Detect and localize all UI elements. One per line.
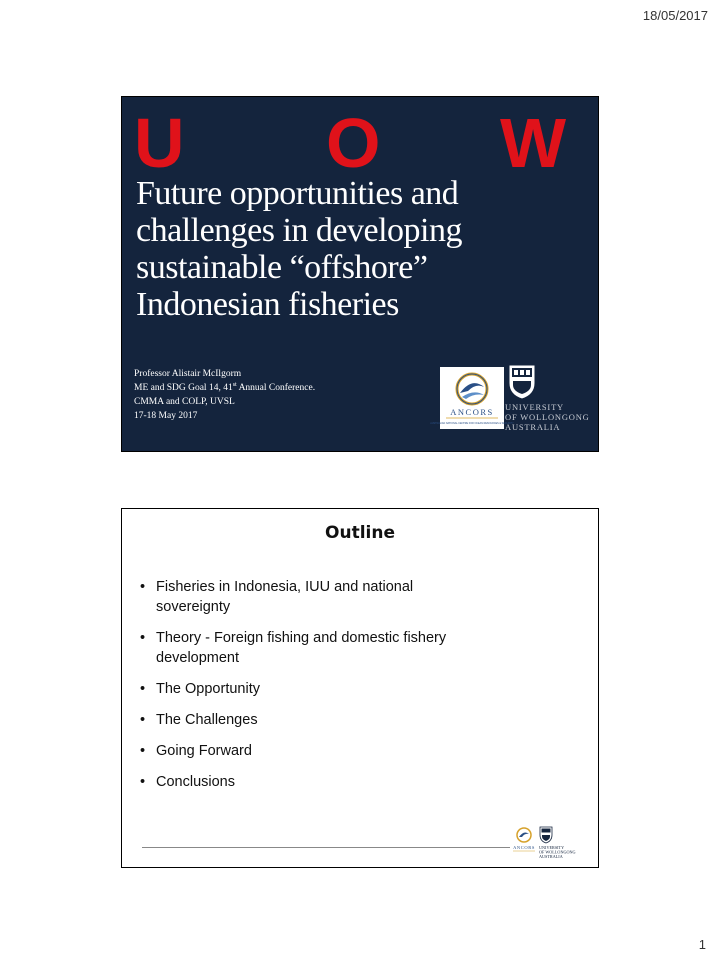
list-item <box>140 577 560 617</box>
bullet-icon: • <box>140 579 146 595</box>
list-item <box>140 628 560 668</box>
footer-logos <box>512 825 592 861</box>
list-item <box>140 679 560 699</box>
list-item <box>140 772 560 792</box>
uow-wordmark-line: UNIVERSITY <box>539 845 565 850</box>
page-number: 1 <box>698 937 706 952</box>
bullet-icon: • <box>140 681 146 697</box>
bullet-icon: • <box>140 743 146 759</box>
uow-logo-letter-u: U <box>134 104 185 182</box>
list-item-text: Theory - Foreign fishing and domestic fishery <box>156 630 447 646</box>
bullet-icon: • <box>140 712 146 728</box>
slide-title <box>136 175 556 323</box>
uow-crest-icon <box>505 363 595 431</box>
outline-slide <box>121 508 599 868</box>
outline-list <box>140 577 560 803</box>
bullet-icon: • <box>140 774 146 790</box>
list-item <box>140 710 560 730</box>
slide-title-line: challenges in developing <box>136 212 463 249</box>
conference-text-end: Annual Conference. <box>236 383 316 393</box>
list-item-text: Conclusions <box>156 774 235 790</box>
uow-logo-letter-w: W <box>500 104 567 182</box>
ancors-logo-subtitle: AUSTRALIAN NATIONAL CENTRE FOR OCEAN RESOURCES & SECURITY <box>430 422 514 425</box>
list-item-text: Fisheries in Indonesia, IUU and national <box>156 579 414 595</box>
uow-wordmark-line: OF WOLLONGONG <box>539 849 576 855</box>
conference-ordinal: st <box>232 381 237 388</box>
byline <box>134 367 434 423</box>
footer-divider <box>142 847 510 848</box>
uow-wordmark-line: AUSTRALIA <box>505 422 561 432</box>
title-slide <box>121 96 599 452</box>
list-item <box>140 741 560 761</box>
event-dates: 17-18 May 2017 <box>134 411 198 421</box>
list-item-text: The Opportunity <box>156 681 260 697</box>
conference <box>134 381 434 395</box>
uow-crest-icon <box>539 827 576 859</box>
bullet-icon: • <box>140 630 146 646</box>
list-item-text-cont: sovereignty <box>156 599 231 615</box>
list-item-text-cont: development <box>156 650 240 666</box>
ancors-logo-icon <box>513 828 535 851</box>
page-date: 18/05/2017 <box>642 8 708 23</box>
slide-title-line: sustainable “offshore” <box>136 249 428 286</box>
list-item-text: Going Forward <box>156 743 252 759</box>
uow-wordmark-line: UNIVERSITY <box>505 402 564 412</box>
uow-wordmark-line: OF WOLLONGONG <box>505 412 590 422</box>
conference-text: ME and SDG Goal 14, 41 <box>134 383 233 393</box>
uow-logo-letter-o: O <box>326 104 381 182</box>
slide-title-line: Indonesian fisheries <box>136 286 399 323</box>
author: Professor Alistair McIlgorm <box>134 369 242 379</box>
ancors-logo-name: ANCORS <box>450 407 494 417</box>
ancors-logo-icon <box>430 367 514 429</box>
organisers: CMMA and COLP, UVSL <box>134 397 235 407</box>
uow-wordmark <box>505 402 590 432</box>
ancors-logo-name: ANCORS <box>513 845 535 850</box>
list-item-text: The Challenges <box>156 712 258 728</box>
uow-wordmark-line: AUSTRALIA <box>539 854 563 859</box>
slide-title-line: Future opportunities and <box>136 175 459 212</box>
outline-heading: Outline <box>325 523 395 543</box>
